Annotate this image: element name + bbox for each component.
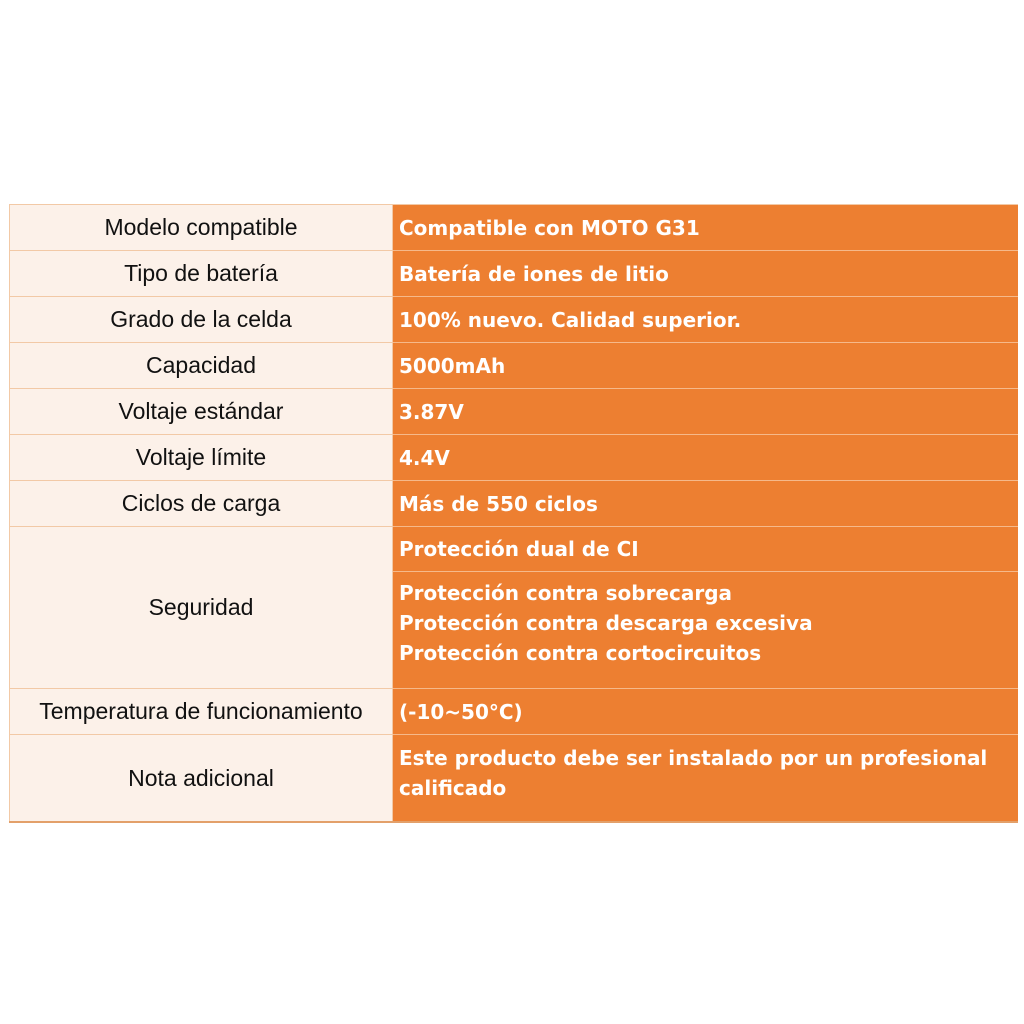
- spec-value-charge-cycles: Más de 550 ciclos: [393, 481, 1018, 527]
- spec-label-capacity: Capacidad: [10, 343, 393, 389]
- spec-label-security: Seguridad: [10, 527, 393, 689]
- table-row: [10, 205, 1018, 251]
- table-row: [10, 435, 1018, 481]
- table-row: [10, 251, 1018, 297]
- spec-value-limit-voltage: 4.4V: [393, 435, 1018, 481]
- spec-label-standard-voltage: Voltaje estándar: [10, 389, 393, 435]
- spec-label-cell-grade: Grado de la celda: [10, 297, 393, 343]
- spec-label-limit-voltage: Voltaje límite: [10, 435, 393, 481]
- spec-value-compatible-model: Compatible con MOTO G31: [393, 205, 1018, 251]
- spec-label-battery-type: Tipo de batería: [10, 251, 393, 297]
- table-row: [10, 481, 1018, 527]
- spec-value-battery-type: Batería de iones de litio: [393, 251, 1018, 297]
- spec-value-additional-note: [393, 735, 1018, 823]
- table-row: [10, 527, 1018, 572]
- table-row: [10, 343, 1018, 389]
- spec-value-dual-ic-protection: Protección dual de CI: [393, 527, 1018, 572]
- spec-value-capacity: 5000mAh: [393, 343, 1018, 389]
- spec-value-cell-grade: 100% nuevo. Calidad superior.: [393, 297, 1018, 343]
- note-line: Este producto debe ser instalado por un profesional: [399, 746, 988, 770]
- protection-short-circuit: Protección contra cortocircuitos: [399, 641, 762, 665]
- table-row: [10, 389, 1018, 435]
- spec-label-additional-note: Nota adicional: [10, 735, 393, 823]
- spec-value-standard-voltage: 3.87V: [393, 389, 1018, 435]
- spec-label-operating-temperature: Temperatura de funcionamiento: [10, 689, 393, 735]
- table-row: [10, 735, 1018, 823]
- spec-label-compatible-model: Modelo compatible: [10, 205, 393, 251]
- protection-overcharge: Protección contra sobrecarga: [399, 581, 733, 605]
- spec-label-charge-cycles: Ciclos de carga: [10, 481, 393, 527]
- protection-overdischarge: Protección contra descarga excesiva: [399, 611, 813, 635]
- table-row: [10, 297, 1018, 343]
- battery-spec-table: [9, 204, 1018, 823]
- spec-value-operating-temperature: (-10~50°C): [393, 689, 1018, 735]
- note-line: calificado: [399, 776, 507, 800]
- table-row: [10, 689, 1018, 735]
- spec-value-protections: [393, 572, 1018, 689]
